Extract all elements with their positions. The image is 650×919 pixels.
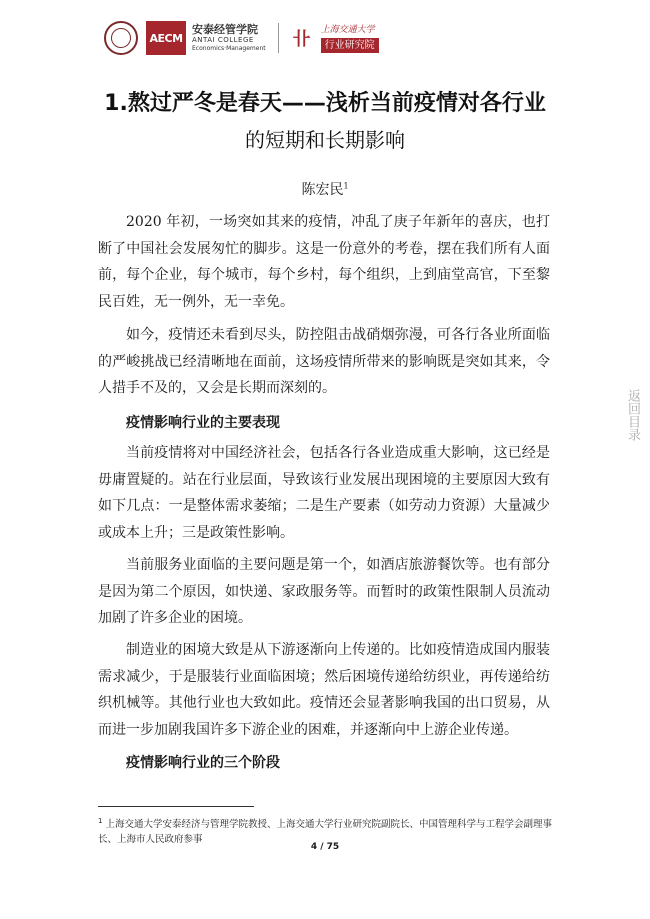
seal-inner-ring — [111, 28, 131, 48]
author-text: 陈宏民 — [301, 182, 344, 198]
author-footnote-mark: 1 — [343, 181, 349, 191]
acem-logo — [146, 21, 186, 55]
logo-divider — [278, 23, 279, 53]
paragraph-5: 制造业的困境大致是从下游逐渐向上传递的。比如疫情造成国内服装需求减少，于是服装行业面临困境；然后困境传递给纺织业，再传递给纺织机械等。其他行业也大致如此。疫情还会显著影响我国的出口贸易，从而进一步加剧我国许多下游企业的困难，并逐渐向中上游企业传递。 — [98, 642, 550, 738]
author-name — [0, 179, 650, 199]
school-name-cn: 安泰经管学院 — [192, 23, 258, 36]
logo-row — [104, 18, 379, 58]
ihs-logo-glyph: 卝 — [292, 29, 311, 50]
institute-name: 行业研究院 — [321, 38, 379, 53]
acem-wordmark — [192, 23, 266, 53]
footnote-mark: 1 — [98, 817, 103, 825]
university-name: 上海交通大学 — [320, 24, 375, 35]
school-name-en-sub: Economics·Management — [192, 45, 266, 52]
school-name-en: ANTAI COLLEGE — [192, 36, 254, 44]
back-to-contents-link[interactable]: 返回目录 — [625, 389, 640, 441]
ihs-logo-mark — [287, 23, 317, 53]
page-header — [0, 0, 650, 60]
paragraph-4: 当前服务业面临的主要问题是第一个，如酒店旅游餐饮等。也有部分是因为第二个原因，如快递、家政服务等。而暂时的政策性限制人员流动加剧了许多企业的困境。 — [98, 557, 550, 626]
paragraph-2: 如今，疫情还未看到尽头，防控阻击战硝烟弥漫，可各行各业所面临的严峻挑战已经清晰地在面前，这场疫情所带来的影响既是突如其来，令人措手不及的，又会是长期而深刻的。 — [98, 327, 550, 396]
ihs-wordmark — [321, 24, 379, 53]
section-heading-2: 疫情影响行业的三个阶段 — [126, 755, 280, 771]
footnote-rule — [98, 806, 254, 807]
footnote-text: 上海交通大学安泰经济与管理学院教授、上海交通大学行业研究院副院长、中国管理科学与工程学会副理事长、上海市人民政府参事 — [98, 819, 553, 846]
paragraph-1: 2020 年初，一场突如其来的疫情，冲乱了庚子年新年的喜庆，也打断了中国社会发展匆忙的脚步。这是一份意外的考卷，摆在我们所有人面前，每个企业，每个城市，每个乡村，每个组织，上到庙堂高官，下至黎民百姓，无一例外，无一幸免。 — [98, 214, 550, 310]
article-title-line2: 的短期和长期影响 — [245, 128, 405, 152]
article-title-line1: 1.熬过严冬是春天——浅析当前疫情对各行业 — [104, 91, 546, 116]
section-heading-1: 疫情影响行业的主要表现 — [126, 415, 280, 431]
paragraph-3: 当前疫情将对中国经济社会，包括各行各业造成重大影响，这已经是毋庸置疑的。站在行业层面，导致该行业发展出现困境的主要原因大致有如下几点：一是整体需求萎缩；二是生产要素（如劳动力资源）大量减少或成本上升；三是政策性影响。 — [98, 445, 550, 541]
page-number: 4 / 75 — [310, 842, 340, 852]
sjtu-seal-logo — [104, 21, 138, 55]
acem-logo-text: AECM — [149, 31, 183, 45]
